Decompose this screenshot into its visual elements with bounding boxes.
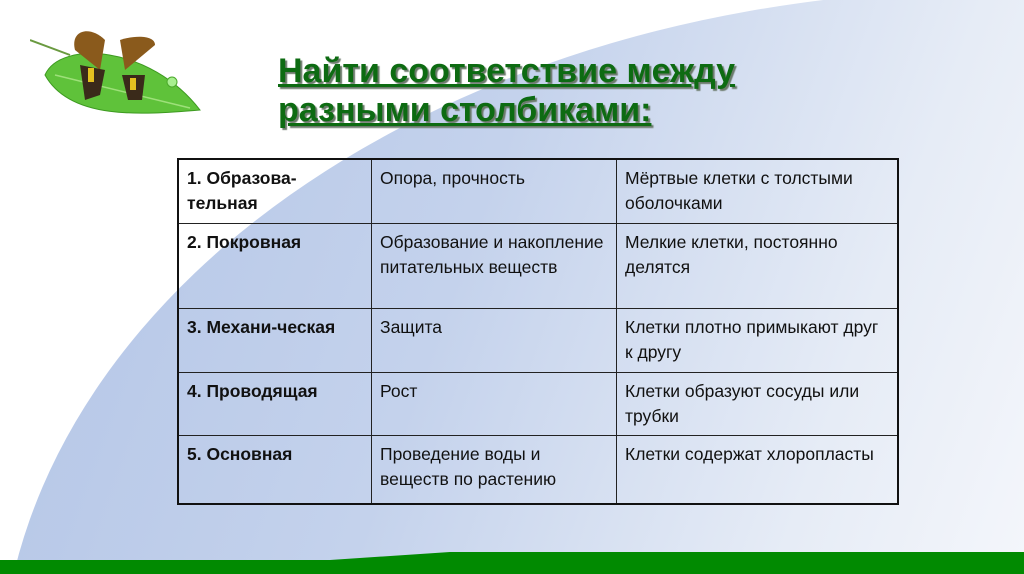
table-row: [178, 159, 898, 223]
table-row: [178, 435, 898, 504]
function-cell: Опора, прочность: [372, 159, 617, 223]
structure-cell: Мёртвые клетки с толстыми оболочками: [617, 159, 899, 223]
page-title: [278, 52, 735, 130]
matching-table: [177, 158, 899, 505]
table-row: [178, 308, 898, 372]
structure-cell: Мелкие клетки, постоянно делятся: [617, 223, 899, 308]
function-cell: Защита: [372, 308, 617, 372]
table-row: [178, 223, 898, 308]
tissue-cell: 2. Покровная: [178, 223, 372, 308]
structure-cell: Клетки образуют сосуды или трубки: [617, 372, 899, 435]
function-cell: Рост: [372, 372, 617, 435]
function-cell: Образование и накопление питательных веществ: [372, 223, 617, 308]
title-line-2: разными столбиками:: [278, 91, 652, 129]
structure-cell: Клетки плотно примыкают друг к другу: [617, 308, 899, 372]
tissue-cell: 5. Основная: [178, 435, 372, 504]
tissue-cell: 4. Проводящая: [178, 372, 372, 435]
butterfly-on-leaf-image: [30, 30, 210, 120]
title-line-1: Найти соответствие между: [278, 52, 736, 90]
structure-cell: Клетки содержат хлоропласты: [617, 435, 899, 504]
function-cell: Проведение воды и веществ по растению: [372, 435, 617, 504]
tissue-cell: 3. Механи-ческая: [178, 308, 372, 372]
tissue-cell: 1. Образова-тельная: [178, 159, 372, 223]
table-row: [178, 372, 898, 435]
